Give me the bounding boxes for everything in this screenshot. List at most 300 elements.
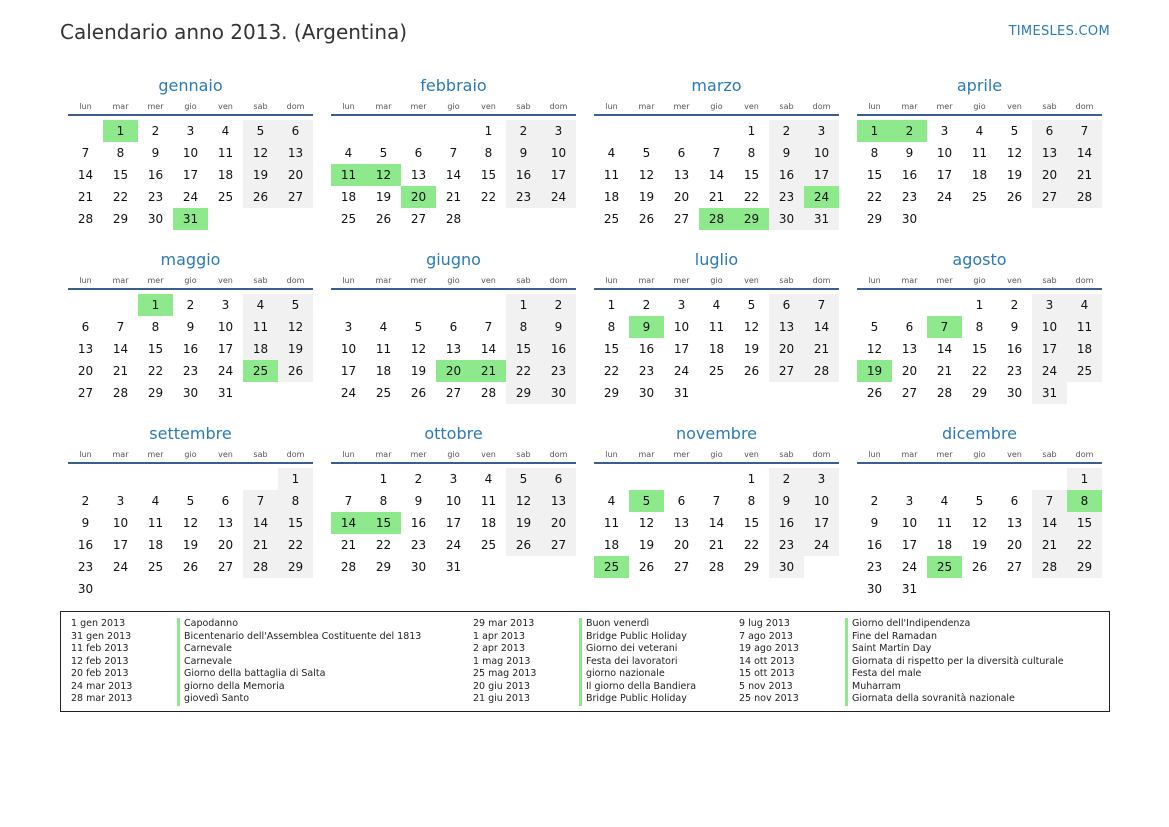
weekend-day-cell: 14: [1032, 512, 1067, 534]
weekday-label: mer: [410, 276, 427, 285]
holiday-row: [739, 631, 1064, 644]
holiday-name: Carnevale: [177, 643, 232, 656]
weekday-label: gio: [447, 102, 460, 111]
weekday-label: gio: [184, 102, 197, 111]
month-name: ottobre: [424, 424, 483, 443]
weekday-label: mar: [112, 102, 129, 111]
day-cell: 15: [147, 342, 164, 356]
day-cell: 4: [484, 472, 493, 486]
empty-cell: [366, 294, 401, 316]
day-cell: 17: [445, 516, 462, 530]
day-cell: 9: [1010, 320, 1019, 334]
day-cell: 11: [480, 494, 497, 508]
day-cell: 13: [217, 516, 234, 530]
month-name: novembre: [675, 424, 758, 443]
holiday-day-cell: 28: [699, 208, 734, 230]
day-cell: 3: [940, 124, 949, 138]
day-cell: 5: [975, 494, 984, 508]
day-cell: 19: [638, 190, 655, 204]
holiday-name: giovedì Santo: [177, 693, 249, 706]
holiday-day-cell: 31: [173, 208, 208, 230]
day-cell: 3: [221, 298, 230, 312]
holiday-name: Giornata della sovranità nazionale: [845, 693, 1015, 706]
day-cell: 4: [975, 124, 984, 138]
day-cell: 12: [182, 516, 199, 530]
weekday-header: [857, 276, 1102, 290]
holiday-day-cell: 25: [243, 360, 278, 382]
day-cell: 7: [484, 320, 493, 334]
day-cell: 2: [81, 494, 90, 508]
empty-cell: [664, 120, 699, 142]
day-cell: 19: [182, 538, 199, 552]
month-name: aprile: [956, 76, 1003, 95]
weekend-day-cell: 3: [541, 120, 576, 142]
months-grid: [68, 76, 1102, 598]
day-cell: 31: [217, 386, 234, 400]
day-cell: 17: [182, 168, 199, 182]
holiday-row: [473, 618, 696, 631]
weekday-header: [331, 276, 576, 290]
holiday-day-cell: 24: [804, 186, 839, 208]
weekend-day-cell: 20: [1032, 164, 1067, 186]
weekend-day-cell: 14: [243, 512, 278, 534]
day-cell: 29: [112, 212, 129, 226]
day-cell: 29: [603, 386, 620, 400]
day-cell: 10: [901, 516, 918, 530]
day-cell: 6: [1010, 494, 1019, 508]
day-cell: 25: [217, 190, 234, 204]
day-cell: 4: [712, 298, 721, 312]
day-cell: 15: [603, 342, 620, 356]
day-cell: 3: [186, 124, 195, 138]
month-giugno: [331, 250, 576, 424]
month-name: dicembre: [941, 424, 1018, 443]
weekday-label: mar: [638, 450, 655, 459]
day-cell: 5: [379, 146, 388, 160]
weekend-day-cell: 27: [278, 186, 313, 208]
weekend-day-cell: 13: [278, 142, 313, 164]
day-cell: 27: [673, 212, 690, 226]
day-cell: 3: [905, 494, 914, 508]
weekend-day-cell: 14: [804, 316, 839, 338]
day-cell: 28: [708, 560, 725, 574]
weekday-label: sab: [516, 450, 531, 459]
empty-cell: [594, 120, 629, 142]
holiday-row: [739, 618, 1064, 631]
day-cell: 21: [936, 364, 953, 378]
day-cell: 15: [480, 168, 497, 182]
day-cell: 30: [866, 582, 883, 596]
weekend-day-cell: 27: [541, 534, 576, 556]
day-cell: 11: [147, 516, 164, 530]
day-cell: 18: [603, 190, 620, 204]
weekend-day-cell: 15: [278, 512, 313, 534]
holiday-day-cell: 9: [629, 316, 664, 338]
weekend-day-cell: 3: [1032, 294, 1067, 316]
holiday-row: [473, 693, 696, 706]
day-cell: 6: [677, 494, 686, 508]
weekday-label: dom: [812, 450, 831, 459]
weekday-label: mer: [936, 450, 953, 459]
day-cell: 20: [217, 538, 234, 552]
weekday-label: mar: [375, 450, 392, 459]
day-cell: 24: [340, 386, 357, 400]
day-cell: 11: [708, 320, 725, 334]
empty-cell: [331, 468, 366, 490]
month-ottobre: [331, 424, 576, 598]
holiday-date: 9 lug 2013: [739, 618, 790, 629]
weekend-day-cell: 4: [1067, 294, 1102, 316]
day-cell: 22: [743, 538, 760, 552]
weekday-label: lun: [342, 450, 355, 459]
weekend-day-cell: 13: [1032, 142, 1067, 164]
day-cell: 25: [375, 386, 392, 400]
day-cell: 25: [708, 364, 725, 378]
weekend-day-cell: 22: [506, 360, 541, 382]
holiday-list: [60, 611, 1110, 712]
empty-cell: [331, 120, 366, 142]
day-cell: 18: [147, 538, 164, 552]
day-cell: 8: [607, 320, 616, 334]
day-cell: 1: [747, 124, 756, 138]
weekend-day-cell: 4: [243, 294, 278, 316]
weekend-day-cell: 19: [506, 512, 541, 534]
day-cell: 12: [638, 168, 655, 182]
day-cell: 31: [673, 386, 690, 400]
weekend-day-cell: 9: [769, 142, 804, 164]
weekday-label: lun: [79, 276, 92, 285]
day-cell: 7: [449, 146, 458, 160]
day-cell: 4: [151, 494, 160, 508]
day-cell: 24: [217, 364, 234, 378]
day-cell: 23: [147, 190, 164, 204]
weekday-label: dom: [1075, 450, 1094, 459]
empty-cell: [699, 468, 734, 490]
weekday-label: mar: [638, 276, 655, 285]
holiday-row: [473, 681, 696, 694]
day-cell: 22: [743, 190, 760, 204]
empty-cell: [401, 294, 436, 316]
weekend-day-cell: 16: [541, 338, 576, 360]
weekend-day-cell: 9: [506, 142, 541, 164]
day-cell: 31: [901, 582, 918, 596]
holiday-day-cell: 20: [401, 186, 436, 208]
day-cell: 15: [112, 168, 129, 182]
month-name: luglio: [694, 250, 739, 269]
day-grid: [594, 468, 839, 578]
weekend-day-cell: 12: [506, 490, 541, 512]
weekend-day-cell: 24: [1032, 360, 1067, 382]
weekend-day-cell: 9: [541, 316, 576, 338]
weekend-day-cell: 5: [506, 468, 541, 490]
weekend-day-cell: 16: [769, 164, 804, 186]
holiday-column: [71, 618, 421, 706]
month-febbraio: [331, 76, 576, 250]
day-cell: 2: [186, 298, 195, 312]
day-cell: 13: [410, 168, 427, 182]
day-cell: 18: [340, 190, 357, 204]
holiday-date: 1 apr 2013: [473, 630, 526, 642]
day-cell: 22: [480, 190, 497, 204]
weekend-day-cell: 30: [541, 382, 576, 404]
day-cell: 20: [901, 364, 918, 378]
day-cell: 12: [410, 342, 427, 356]
empty-cell: [927, 294, 962, 316]
month-luglio: [594, 250, 839, 424]
day-cell: 8: [151, 320, 160, 334]
day-cell: 29: [375, 560, 392, 574]
holiday-day-cell: 12: [366, 164, 401, 186]
weekday-label: sab: [253, 276, 268, 285]
holiday-column: [739, 618, 1064, 706]
day-cell: 5: [747, 298, 756, 312]
weekday-header: [594, 102, 839, 116]
weekend-day-cell: 31: [1032, 382, 1067, 404]
empty-cell: [68, 468, 103, 490]
weekend-day-cell: 29: [278, 556, 313, 578]
day-cell: 29: [971, 386, 988, 400]
day-cell: 30: [410, 560, 427, 574]
day-cell: 26: [1006, 190, 1023, 204]
day-cell: 19: [971, 538, 988, 552]
weekend-day-cell: 2: [769, 120, 804, 142]
weekday-label: dom: [812, 102, 831, 111]
day-cell: 23: [410, 538, 427, 552]
weekday-label: gio: [447, 276, 460, 285]
day-cell: 5: [1010, 124, 1019, 138]
weekend-day-cell: 24: [541, 186, 576, 208]
weekend-day-cell: 20: [769, 338, 804, 360]
holiday-day-cell: 25: [594, 556, 629, 578]
weekday-label: mar: [901, 102, 918, 111]
day-cell: 4: [940, 494, 949, 508]
weekend-day-cell: 24: [804, 534, 839, 556]
day-cell: 13: [77, 342, 94, 356]
day-cell: 30: [901, 212, 918, 226]
weekday-label: mar: [901, 276, 918, 285]
holiday-row: [71, 668, 421, 681]
weekday-header: [331, 102, 576, 116]
weekday-label: mer: [147, 276, 164, 285]
day-cell: 27: [1006, 560, 1023, 574]
holiday-date: 11 feb 2013: [71, 643, 129, 654]
day-cell: 20: [1006, 538, 1023, 552]
day-cell: 26: [866, 386, 883, 400]
day-cell: 24: [112, 560, 129, 574]
holiday-name: Muharram: [845, 681, 901, 694]
weekend-day-cell: 7: [243, 490, 278, 512]
day-cell: 15: [971, 342, 988, 356]
day-cell: 10: [445, 494, 462, 508]
holiday-row: [739, 656, 1064, 669]
weekend-day-cell: 20: [278, 164, 313, 186]
holiday-name: Fine del Ramadan: [845, 631, 937, 644]
weekday-label: lun: [868, 102, 881, 111]
day-cell: 22: [971, 364, 988, 378]
holiday-name: Bridge Public Holiday: [579, 693, 687, 706]
holiday-row: [71, 618, 421, 631]
weekend-day-cell: 20: [541, 512, 576, 534]
day-cell: 18: [217, 168, 234, 182]
day-cell: 26: [410, 386, 427, 400]
weekend-day-cell: 16: [769, 512, 804, 534]
holiday-row: [473, 656, 696, 669]
day-cell: 16: [182, 342, 199, 356]
day-cell: 23: [901, 190, 918, 204]
day-cell: 10: [112, 516, 129, 530]
weekend-day-cell: 8: [278, 490, 313, 512]
weekend-day-cell: 2: [506, 120, 541, 142]
weekend-day-cell: 1: [506, 294, 541, 316]
day-cell: 26: [638, 212, 655, 226]
day-cell: 1: [975, 298, 984, 312]
weekend-day-cell: 17: [1032, 338, 1067, 360]
day-cell: 28: [936, 386, 953, 400]
day-cell: 26: [182, 560, 199, 574]
weekday-label: sab: [516, 276, 531, 285]
day-cell: 19: [410, 364, 427, 378]
weekday-label: gio: [710, 276, 723, 285]
weekend-day-cell: 6: [541, 468, 576, 490]
day-cell: 25: [147, 560, 164, 574]
empty-cell: [857, 468, 892, 490]
empty-cell: [664, 468, 699, 490]
weekday-header: [594, 450, 839, 464]
month-name: agosto: [952, 250, 1007, 269]
day-cell: 18: [480, 516, 497, 530]
holiday-day-cell: 29: [734, 208, 769, 230]
day-cell: 1: [484, 124, 493, 138]
weekend-day-cell: 17: [804, 164, 839, 186]
holiday-date: 29 mar 2013: [473, 618, 535, 629]
weekday-label: mar: [901, 450, 918, 459]
site-link[interactable]: TIMESLES.COM: [1008, 24, 1110, 39]
holiday-day-cell: 1: [857, 120, 892, 142]
weekday-label: lun: [605, 102, 618, 111]
holiday-day-cell: 25: [927, 556, 962, 578]
holiday-date: 14 ott 2013: [739, 655, 795, 667]
day-grid: [68, 120, 313, 230]
weekday-label: mer: [147, 102, 164, 111]
day-cell: 7: [712, 146, 721, 160]
weekday-label: dom: [812, 276, 831, 285]
holiday-name: Bridge Public Holiday: [579, 631, 687, 644]
weekend-day-cell: 7: [1032, 490, 1067, 512]
weekend-day-cell: 6: [278, 120, 313, 142]
holiday-day-cell: 15: [366, 512, 401, 534]
day-cell: 18: [603, 538, 620, 552]
weekday-label: sab: [779, 102, 794, 111]
month-name: settembre: [149, 424, 232, 443]
month-dicembre: [857, 424, 1102, 598]
day-cell: 2: [870, 494, 879, 508]
day-cell: 16: [638, 342, 655, 356]
weekend-day-cell: 29: [1067, 556, 1102, 578]
day-cell: 23: [77, 560, 94, 574]
day-cell: 5: [642, 146, 651, 160]
empty-cell: [1032, 468, 1067, 490]
weekend-day-cell: 5: [243, 120, 278, 142]
weekday-label: mer: [936, 102, 953, 111]
weekday-label: gio: [973, 450, 986, 459]
weekend-day-cell: 23: [541, 360, 576, 382]
holiday-date: 19 ago 2013: [739, 643, 799, 654]
holiday-date: 31 gen 2013: [71, 630, 132, 642]
weekend-day-cell: 6: [1032, 120, 1067, 142]
day-cell: 21: [708, 538, 725, 552]
weekday-label: mar: [375, 102, 392, 111]
holiday-date: 25 nov 2013: [739, 693, 799, 704]
day-cell: 9: [81, 516, 90, 530]
day-cell: 10: [217, 320, 234, 334]
holiday-name: Il giorno della Bandiera: [579, 681, 696, 694]
day-cell: 9: [414, 494, 423, 508]
holiday-date: 15 ott 2013: [739, 668, 795, 679]
weekend-day-cell: 6: [769, 294, 804, 316]
holiday-day-cell: 7: [927, 316, 962, 338]
day-cell: 4: [607, 494, 616, 508]
day-grid: [331, 120, 576, 230]
holiday-row: [473, 631, 696, 644]
day-cell: 27: [410, 212, 427, 226]
empty-cell: [68, 294, 103, 316]
day-cell: 20: [673, 190, 690, 204]
holiday-day-cell: 5: [629, 490, 664, 512]
weekday-label: gio: [447, 450, 460, 459]
weekday-label: lun: [342, 102, 355, 111]
weekend-day-cell: 11: [1067, 316, 1102, 338]
empty-cell: [471, 294, 506, 316]
weekday-label: dom: [549, 276, 568, 285]
month-aprile: [857, 76, 1102, 250]
day-cell: 27: [901, 386, 918, 400]
holiday-row: [473, 643, 696, 656]
empty-cell: [138, 468, 173, 490]
weekday-label: mar: [112, 276, 129, 285]
weekend-day-cell: 21: [243, 534, 278, 556]
weekend-day-cell: 2: [769, 468, 804, 490]
weekend-day-cell: 7: [804, 294, 839, 316]
weekday-header: [331, 450, 576, 464]
holiday-date: 21 giu 2013: [473, 693, 530, 704]
holiday-date: 12 feb 2013: [71, 655, 129, 667]
holiday-date: 5 nov 2013: [739, 680, 793, 692]
empty-cell: [892, 468, 927, 490]
day-cell: 2: [151, 124, 160, 138]
day-cell: 27: [77, 386, 94, 400]
holiday-day-cell: 21: [471, 360, 506, 382]
day-cell: 13: [1006, 516, 1023, 530]
day-cell: 22: [603, 364, 620, 378]
weekday-header: [68, 276, 313, 290]
month-gennaio: [68, 76, 313, 250]
day-cell: 30: [1006, 386, 1023, 400]
weekend-day-cell: 30: [769, 556, 804, 578]
day-cell: 6: [905, 320, 914, 334]
holiday-day-cell: 19: [857, 360, 892, 382]
month-name: giugno: [426, 250, 481, 269]
holiday-date: 7 ago 2013: [739, 630, 793, 642]
weekend-day-cell: 15: [506, 338, 541, 360]
holiday-day-cell: 1: [138, 294, 173, 316]
weekday-label: lun: [79, 450, 92, 459]
day-cell: 17: [340, 364, 357, 378]
day-cell: 26: [375, 212, 392, 226]
day-cell: 9: [870, 516, 879, 530]
weekday-label: dom: [286, 276, 305, 285]
weekend-day-cell: 23: [769, 534, 804, 556]
day-cell: 19: [1006, 168, 1023, 182]
